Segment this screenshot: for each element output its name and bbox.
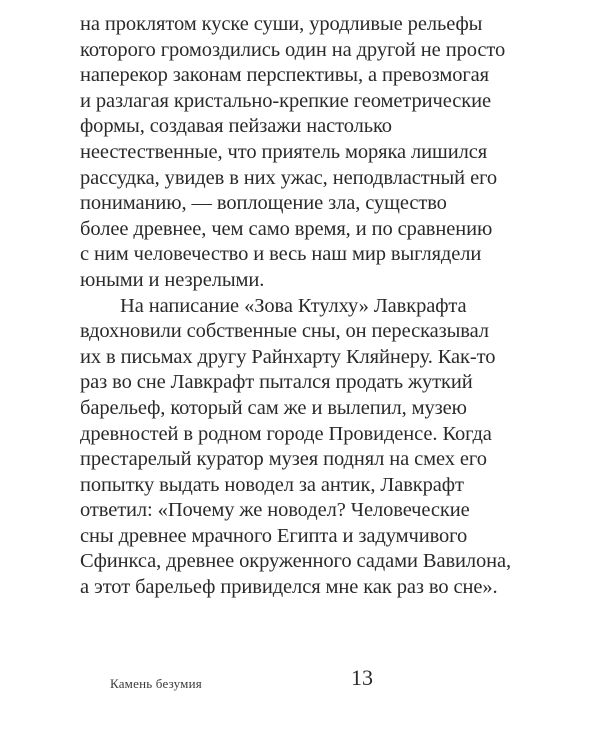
- text-line: их в письмах другу Райнхарту Кляйнеру. Как-то: [80, 345, 496, 368]
- text-line: наперекор законам перспективы, а превозмогая: [80, 64, 490, 87]
- text-line: вдохновили собственные сны, он пересказывал: [80, 320, 489, 343]
- text-line: рассудка, увидев в них ужас, неподвластный его: [80, 166, 498, 189]
- text-line: более древнее, чем само время, и по сравнению: [80, 217, 493, 240]
- text-line: престарелый куратор музея поднял на смех его: [80, 448, 487, 471]
- text-line: с ним человечество и весь наш мир выглядели: [80, 243, 482, 266]
- text-line: юными и незрелыми.: [80, 268, 265, 291]
- text-line: на проклятом куске суши, уродливые рельефы: [80, 13, 483, 35]
- text-line: древностей в родном городе Провиденсе. Когда: [80, 422, 492, 445]
- text-line: ответил: «Почему же новодел? Человеческие: [80, 499, 470, 522]
- body-text: [80, 12, 550, 601]
- text-line: На написание «Зова Ктулху» Лавкрафта: [120, 294, 467, 317]
- text-line: и разлагая кристально-крепкие геометрические: [80, 89, 492, 112]
- text-line: а этот барельеф привиделся мне как раз во сне».: [80, 576, 498, 599]
- text-line: которого громоздились один на другой не просто: [80, 38, 506, 61]
- page-number: 13: [351, 665, 373, 690]
- text-line: пониманию, — воплощение зла, существо: [80, 192, 447, 215]
- paragraph-1: [80, 12, 550, 294]
- text-line: попытку выдать новодел за антик, Лавкрафт: [80, 473, 464, 496]
- text-line: неестественные, что приятель моряка лишился: [80, 140, 488, 163]
- paragraph-2: [80, 294, 550, 601]
- text-line: барельеф, который сам же и вылепил, музею: [80, 396, 467, 419]
- running-footer-title: Камень безумия: [110, 676, 202, 691]
- text-line: Сфинкса, древнее окруженного садами Вавилона,: [80, 550, 512, 573]
- text-line: сны древнее мрачного Египта и задумчивого: [80, 524, 468, 547]
- text-line: формы, создавая пейзажи настолько: [80, 115, 392, 138]
- text-line: раз во сне Лавкрафт пытался продать жуткий: [80, 371, 473, 394]
